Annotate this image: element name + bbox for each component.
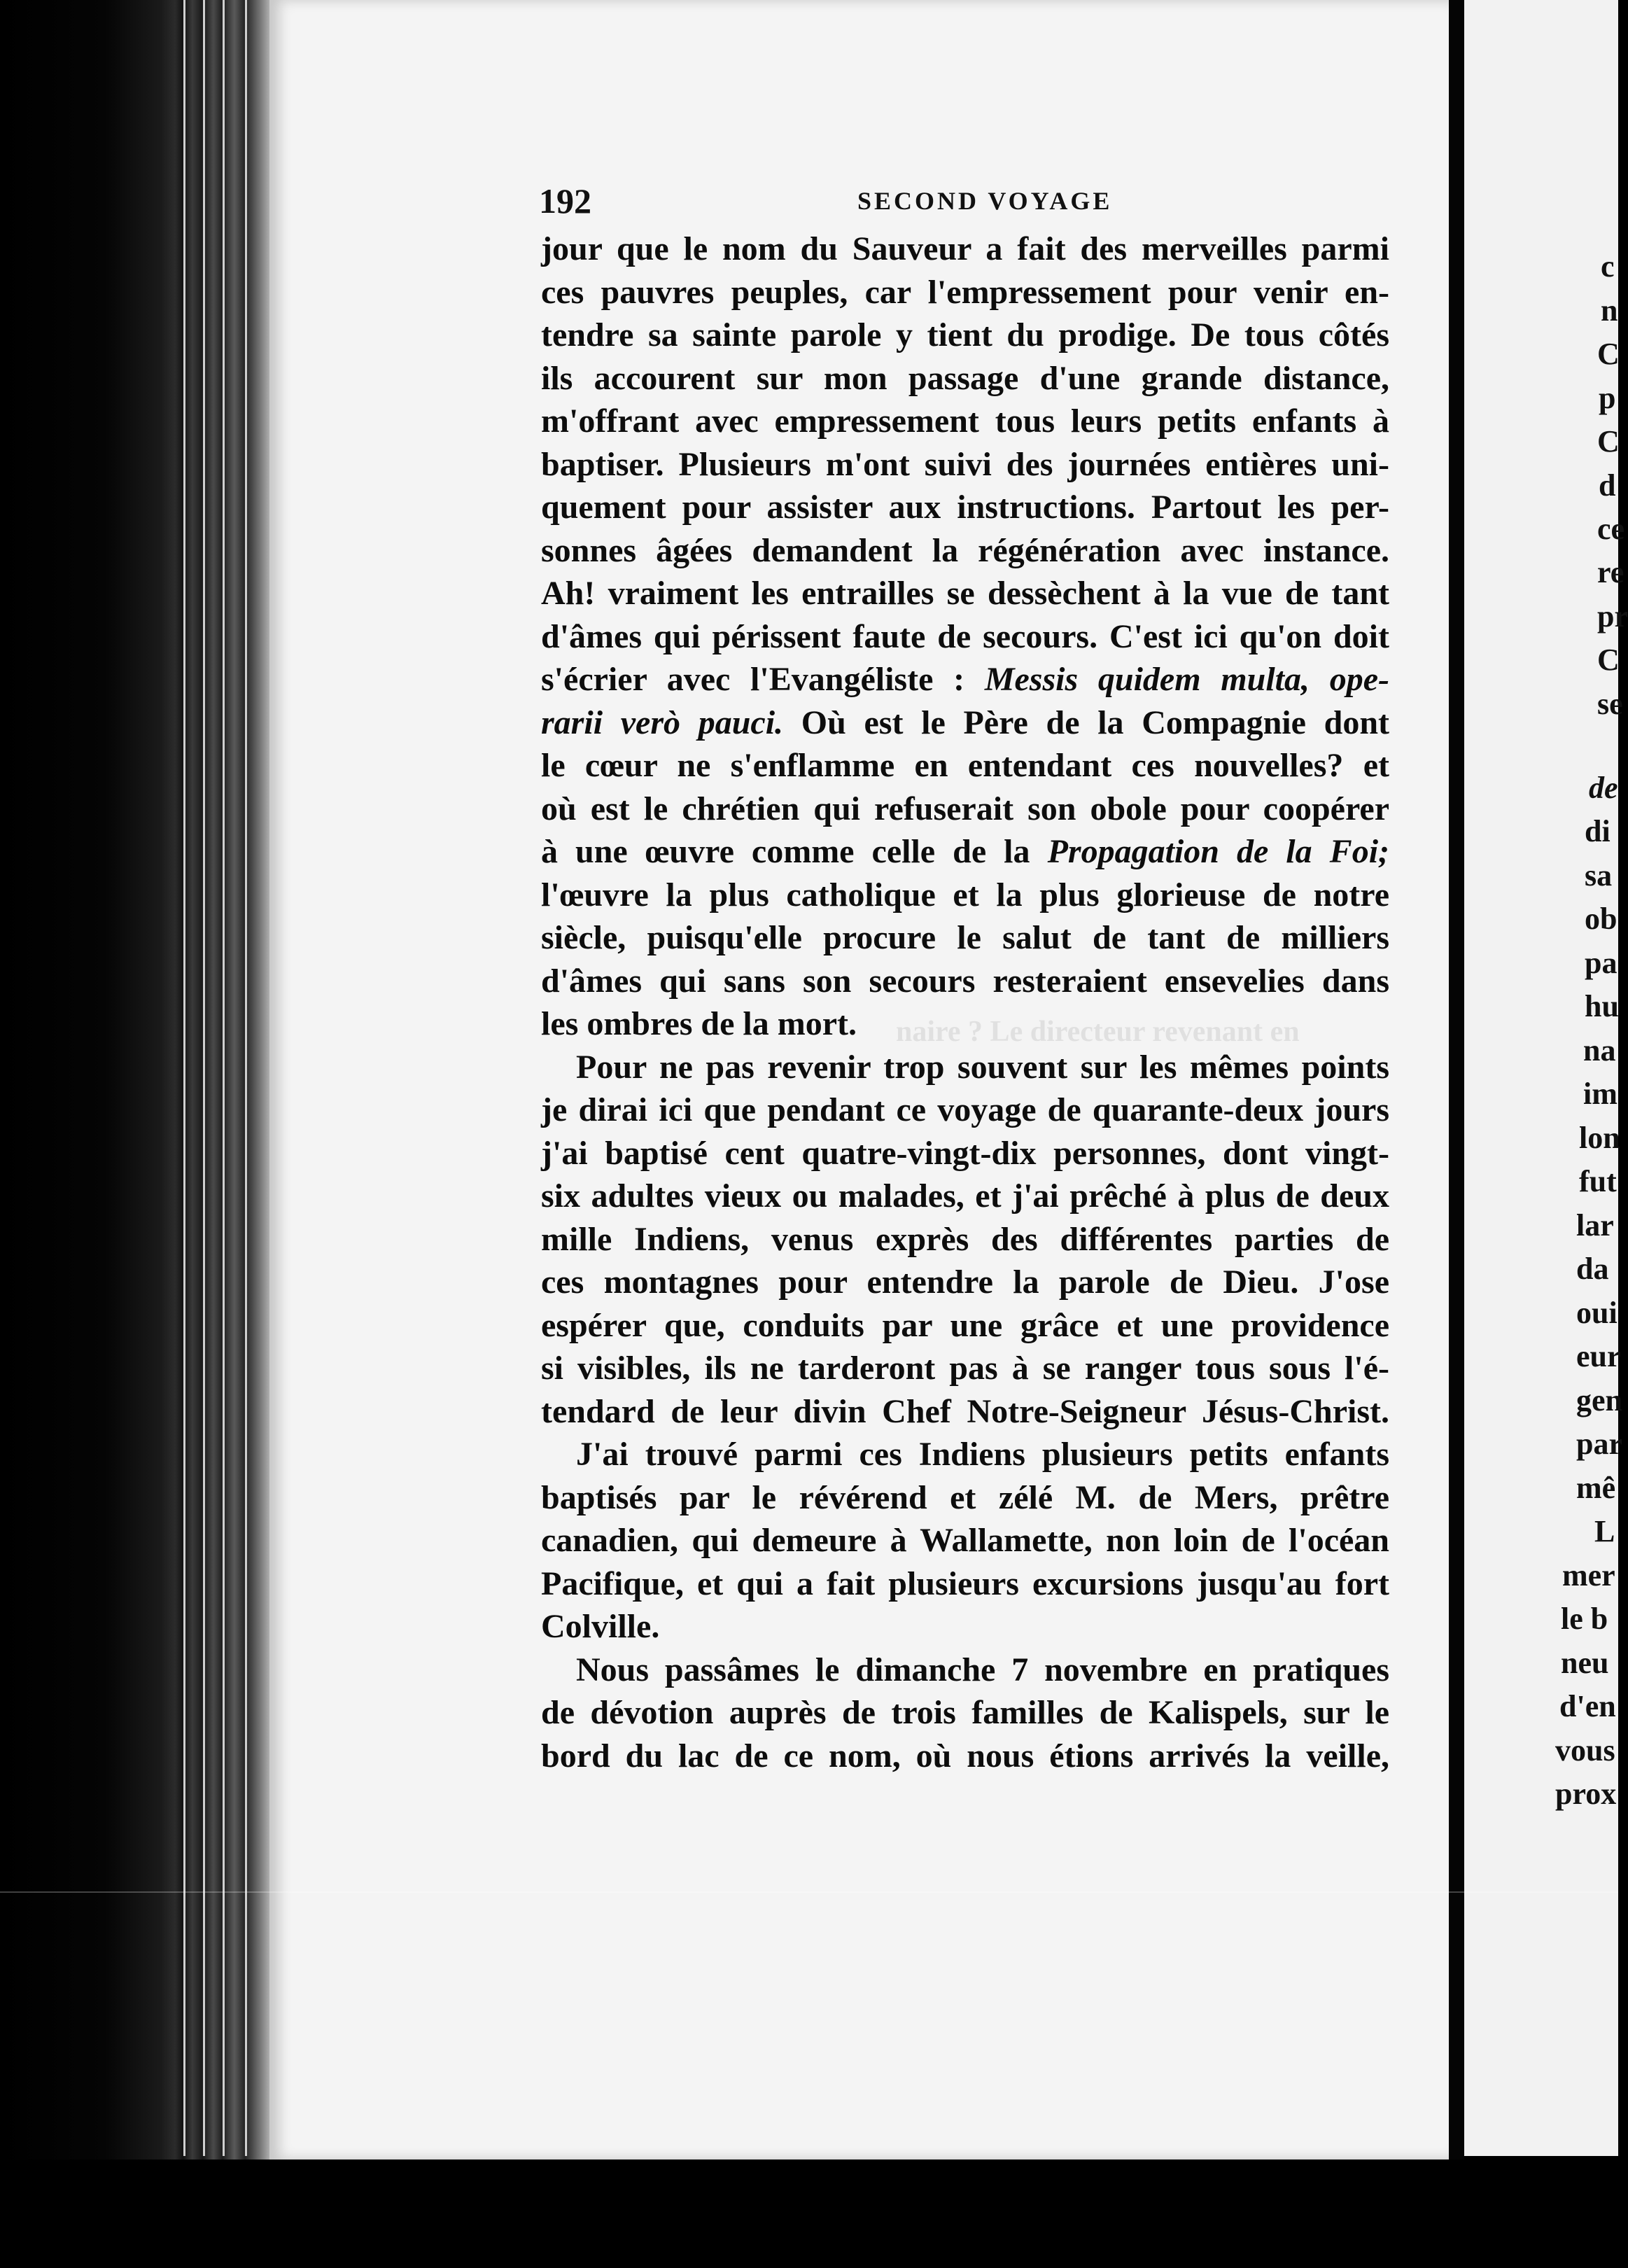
facing-fragment: C bbox=[1597, 643, 1620, 677]
facing-fragment: hu bbox=[1585, 989, 1619, 1023]
page-edge bbox=[203, 0, 205, 2156]
facing-fragment: fut bbox=[1579, 1164, 1617, 1198]
facing-fragment: vous bbox=[1555, 1733, 1615, 1768]
facing-fragment: mê bbox=[1576, 1471, 1616, 1505]
facing-fragment: eur bbox=[1576, 1339, 1621, 1373]
facing-fragment: gen bbox=[1576, 1383, 1622, 1418]
body-text bbox=[541, 227, 1389, 1777]
text-line bbox=[541, 701, 1389, 745]
text-line: Colville. bbox=[541, 1608, 660, 1645]
facing-fragment: oui bbox=[1576, 1296, 1618, 1330]
text-line: ces montagnes pour entendre la parole de Dieu. J'ose bbox=[541, 1264, 1389, 1301]
text-line: si visibles, ils ne tarderont pas à se ranger tous sous l'é- bbox=[541, 1350, 1389, 1387]
book-spine-shadow bbox=[0, 0, 280, 2268]
text-line: d'âmes qui périssent faute de secours. C'est ici qu'on doit bbox=[541, 617, 1389, 655]
page-edge bbox=[245, 0, 247, 2156]
running-title: SECOND VOYAGE bbox=[857, 187, 1113, 215]
facing-fragment: de bbox=[1589, 771, 1618, 805]
scan-border bbox=[0, 2160, 1618, 2268]
facing-fragment: ce bbox=[1597, 512, 1625, 546]
facing-fragment: C bbox=[1597, 337, 1620, 371]
text-line: sonnes âgées demandent la régénération avec instance. bbox=[541, 531, 1389, 569]
italic-title: Propagation de la Foi; bbox=[1047, 833, 1390, 870]
text-line bbox=[541, 830, 1389, 874]
text-line: bord du lac de ce nom, où nous étions arrivés la veille, bbox=[541, 1737, 1389, 1774]
text-line: m'offrant avec empressement tous leurs petits enfants à bbox=[541, 402, 1389, 440]
text-line: baptiser. Plusieurs m'ont suivi des journées entières uni- bbox=[541, 445, 1389, 483]
facing-fragment: C bbox=[1597, 424, 1620, 458]
text-line: je dirai ici que pendant ce voyage de quarante-deux jours bbox=[541, 1091, 1389, 1128]
page-number: 192 bbox=[539, 181, 591, 220]
facing-fragment: d'en bbox=[1559, 1689, 1616, 1723]
text-line: l'œuvre la plus catholique et la plus glorieuse de notre bbox=[541, 876, 1389, 913]
facing-fragment: prox bbox=[1555, 1777, 1617, 1811]
text-line: les ombres de la mort. bbox=[541, 1005, 857, 1042]
facing-fragment: c bbox=[1601, 249, 1615, 284]
text-line: ils accourent sur mon passage d'une grande distance, bbox=[541, 359, 1389, 397]
facing-fragment: sa bbox=[1585, 858, 1613, 892]
facing-fragment: pr bbox=[1597, 599, 1628, 634]
text-line: J'ai trouvé parmi ces Indiens plusieurs petits enfants bbox=[576, 1436, 1389, 1473]
gutter-shadow bbox=[1449, 0, 1464, 2268]
text-line: canadien, qui demeure à Wallamette, non loin de l'océan bbox=[541, 1522, 1389, 1559]
page-edge bbox=[223, 0, 225, 2156]
facing-fragment: L bbox=[1594, 1514, 1615, 1548]
facing-fragment: re bbox=[1597, 555, 1625, 589]
facing-fragment: le b bbox=[1561, 1602, 1608, 1636]
text-line: siècle, puisqu'elle procure le salut de tant de milliers bbox=[541, 919, 1389, 956]
text-line: de dévotion auprès de trois familles de Kalispels, sur le bbox=[541, 1694, 1389, 1731]
facing-fragment: na bbox=[1583, 1033, 1616, 1068]
text-line bbox=[541, 658, 1389, 701]
text-line: ces pauvres peuples, car l'empressement pour venir en- bbox=[541, 273, 1389, 311]
page-edge bbox=[183, 0, 185, 2156]
facing-fragment: pa bbox=[1585, 946, 1618, 980]
text-segment: s'écrier avec l'Evangéliste : bbox=[541, 661, 965, 698]
facing-fragment: lon bbox=[1579, 1121, 1620, 1155]
text-line: Nous passâmes le dimanche 7 novembre en pratiques bbox=[576, 1651, 1389, 1688]
text-segment: à une œuvre comme celle de la bbox=[541, 833, 1030, 870]
facing-fragment: da bbox=[1576, 1252, 1609, 1286]
facing-fragment: lar bbox=[1576, 1208, 1614, 1242]
facing-fragment: mer bbox=[1562, 1558, 1615, 1592]
text-line: j'ai baptisé cent quatre-vingt-dix personnes, dont vingt- bbox=[541, 1134, 1389, 1172]
text-line: le cœur ne s'enflamme en entendant ces nouvelles? et bbox=[541, 747, 1389, 784]
facing-page bbox=[1464, 0, 1628, 2156]
text-line: Pour ne pas revenir trop souvent sur les mêmes points bbox=[576, 1048, 1389, 1086]
scan-artifact bbox=[0, 1891, 1618, 1893]
facing-fragment: di bbox=[1585, 814, 1611, 848]
facing-fragment: n bbox=[1601, 293, 1618, 328]
text-line: Ah! vraiment les entrailles se dessèchent à la vue de tant bbox=[541, 575, 1389, 612]
text-line: six adultes vieux ou malades, et j'ai prêché à plus de deux bbox=[541, 1177, 1389, 1214]
facing-fragment: ob bbox=[1585, 902, 1618, 936]
text-line: mille Indiens, venus exprès des différentes parties de bbox=[541, 1220, 1389, 1258]
facing-fragment: neu bbox=[1561, 1646, 1609, 1680]
text-line: espérer que, conduits par une grâce et une providence bbox=[541, 1306, 1389, 1344]
latin-quote: Messis quidem multa, ope- bbox=[984, 661, 1389, 698]
text-line: d'âmes qui sans son secours resteraient ensevelies dans bbox=[541, 962, 1389, 1000]
facing-fragment: se bbox=[1597, 687, 1623, 721]
text-line: jour que le nom du Sauveur a fait des merveilles parmi bbox=[541, 230, 1389, 267]
text-line: tendre sa sainte parole y tient du prodige. De tous côtés bbox=[541, 316, 1389, 354]
facing-fragment: d bbox=[1599, 468, 1616, 503]
text-line: où est le chrétien qui refuserait son obole pour coopérer bbox=[541, 790, 1389, 827]
latin-quote: rarii verò pauci. bbox=[541, 704, 784, 741]
running-head bbox=[539, 181, 1386, 223]
text-line: baptisés par le révérend et zélé M. de Mers, prêtre bbox=[541, 1478, 1389, 1516]
facing-fragment: p bbox=[1599, 381, 1616, 415]
facing-fragment: im bbox=[1583, 1077, 1618, 1111]
show-through-text: naire ? Le directeur revenant en bbox=[896, 1016, 1300, 1048]
text-segment: Où est le Père de la Compagnie dont bbox=[783, 704, 1389, 741]
facing-fragment: par bbox=[1576, 1427, 1622, 1461]
text-line: tendard de leur divin Chef Notre-Seigneur Jésus-Christ. bbox=[541, 1392, 1389, 1430]
text-line: Pacifique, et qui a fait plusieurs excursions jusqu'au fort bbox=[541, 1564, 1389, 1602]
text-line: quement pour assister aux instructions. Partout les per- bbox=[541, 489, 1389, 526]
